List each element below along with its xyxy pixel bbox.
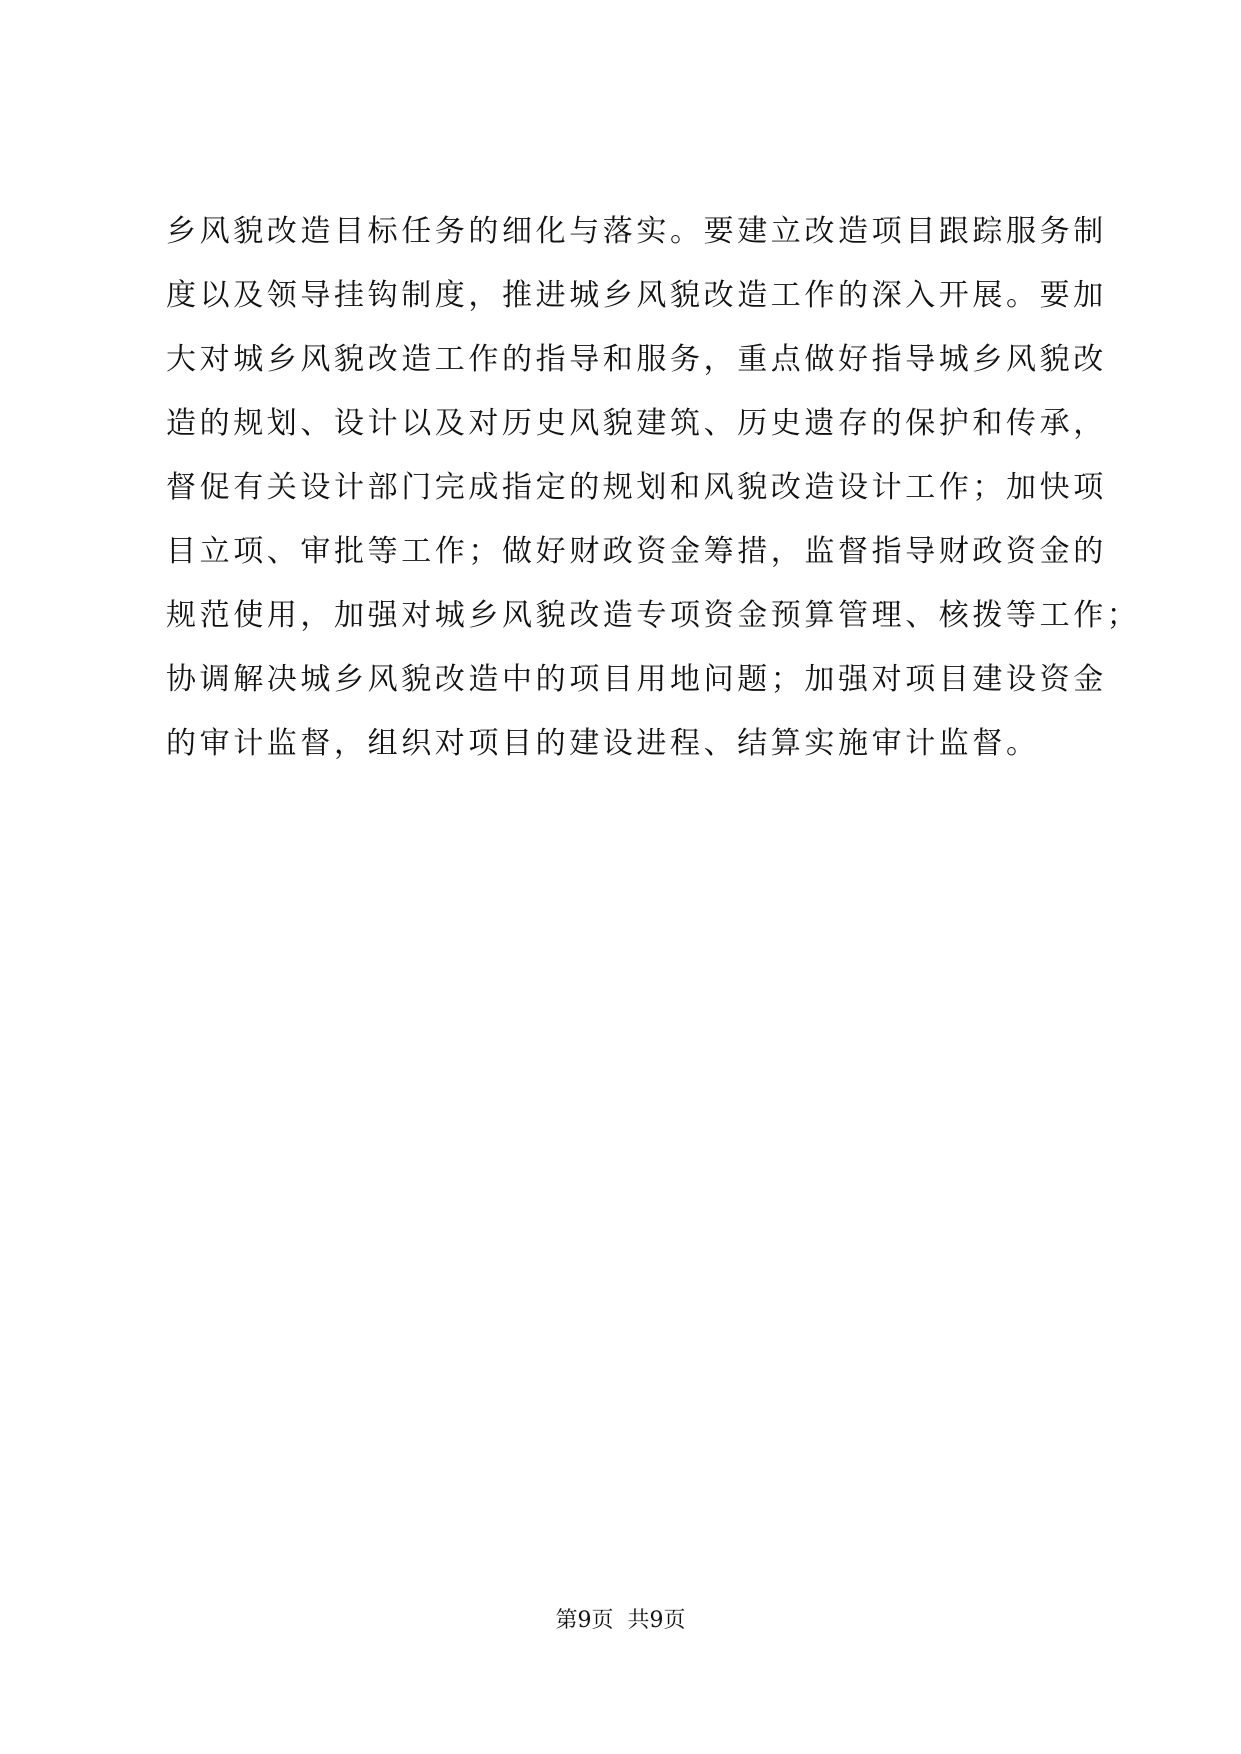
paragraph-line: 规范使用，加强对城乡风貌改造专项资金预算管理、核拨等工作；: [166, 598, 1141, 633]
paragraph-line: 的审计监督，组织对项目的建设进程、结算实施审计监督。: [166, 726, 1040, 761]
page-footer: [0, 1606, 1241, 1636]
paragraph-line: 大对城乡风貌改造工作的指导和服务，重点做好指导城乡风貌改: [166, 342, 1107, 377]
paragraph-line: 督促有关设计部门完成指定的规划和风貌改造设计工作；加快项: [166, 470, 1107, 505]
page-number-total: 共9页: [627, 1608, 686, 1633]
paragraph-line: 乡风貌改造目标任务的细化与落实。要建立改造项目跟踪服务制: [166, 214, 1107, 249]
paragraph-line: 造的规划、设计以及对历史风貌建筑、历史遗存的保护和传承，: [166, 406, 1107, 441]
page-number-current: 第9页: [555, 1608, 614, 1633]
paragraph-line: 目立项、审批等工作；做好财政资金筹措，监督指导财政资金的: [166, 534, 1107, 569]
paragraph-line: 协调解决城乡风貌改造中的项目用地问题；加强对项目建设资金: [166, 662, 1107, 697]
body-paragraph: [166, 200, 1141, 776]
paragraph-line: 度以及领导挂钩制度，推进城乡风貌改造工作的深入开展。要加: [166, 278, 1107, 313]
